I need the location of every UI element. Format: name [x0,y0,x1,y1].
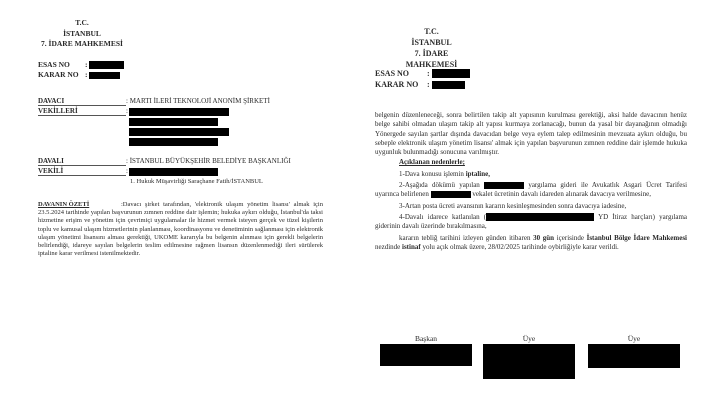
redacted-karar-no [89,72,120,79]
vekilleri-label: VEKİLLERİ [38,107,126,116]
header-court: 7. İDARE MAHKEMESİ [41,39,123,48]
davaci-value: : MARTI İLERİ TEKNOLOJİ ANONİM ŞİRKETİ [126,97,270,105]
vekili-address: 1. Hukuk Müşavirliği Saraçhane Fatih/İSTANBUL [130,178,263,185]
case-numbers: ESAS NO : KARAR NO : [38,60,124,80]
redacted-lawyer-4 [129,138,218,146]
header-tc: T.C. [424,27,439,36]
redacted-amount-1 [484,182,524,189]
signature-title: Üye [627,334,641,343]
reasoning-paragraph: belgenin düzenleneceği, sonra belirtilen takip alt yapısının kurulması gerektiği, aksi halde davacının henüz belge sahibi olmadan ulaşım takip alt yapısı kurmaya zorlanacağı, bunun da yasal bir dayanağının olmadığı Yönergede sayılan şartlar dışında davacıdan belge veya eylem talep edilmesinin mevzuata aykırı olduğu, bu sebeple elektronik ulaşım yönetim lisansı' almak için yapılan başvurunun zımnen reddine dair işlemde hukuka uygunluk bulunmadığı sonucuna varılmıştır. [375,111,687,157]
summary-text: :Davacı şirket tarafından, 'elektronik ulaşım yönetim lisansı' almak için 23.5.2024 tarihinde yapılan başvurunun zımnen reddine dair işlemin; hukuka aykırı olduğu, İstanbul'da taksi hizmetine erişim ve yönetim için çevrimiçi uygulamalar ile hizmet vermek isteyen gerçek ve tüzel kişilerin toplu ve kamusal ulaşım hizmetlerinin planlanması, koordinasyonu ve denetiminin sağlanması için elektronik ulaşım yönetimi lisansını alması gerektiği, UKOME kararıyla bu belgenin alınması için gerekli belgelerin belirlendiği, idareye sayılan belgelerin teslim edilmesine rağmen lisansın düzenlenmediği ileri sürülerek iptaline karar verilmesi istenilmektedir. [38,201,323,258]
signature-member-2 [588,334,680,370]
signature-member-1 [483,334,575,381]
header-court: 7. İDARE MAHKEMESİ [405,49,458,69]
header-city: İSTANBUL [411,38,452,47]
signature-title: Üye [522,334,536,343]
karar-no-label: KARAR NO [375,80,419,89]
davali-value: : İSTANBUL BÜYÜKŞEHİR BELEDİYE BAŞKANLIĞI [126,157,291,165]
esas-no-label: ESAS NO [375,69,410,78]
case-numbers: ESAS NO : KARAR NO : [375,68,470,90]
final-ruling: kararın tebliğ tarihini izleyen günden itibaren 30 gün içerisinde İstanbul Bölge İdare Mahkemesi nezdinde istinaf yolu açık olmak üzere, 28/02/2025 tarihinde oybirliğiyle karar verildi. [375,233,687,251]
document-page-1: T.C. İSTANBUL 7. İDARE MAHKEMESİ ESAS NO : KARAR NO : DAVACI : MARTI İLERİ TEKNOLOJİ ANONİM ŞİRKETİ VEKİLLERİ : DAVALI : İSTANBUL BÜYÜKŞEHİR BELEDİYE BAŞKANLIĞI VEKİLİ : 1. Hukuk Müşavirliği Saraçhane Fatih/İSTANBUL DAVANIN ÖZETİ :Davacı şirket tarafından, 'elektronik ulaşım yönetim lisansı' almak için 23.5.2024 tarihinde yapılan başvurunun zımnen reddine dair işlemin; hukuka aykırı olduğu, İstanbul'da taksi hizmetine erişim ve yönetim için çevrimiçi uygulamalar ile hizmet vermek isteyen gerçek ve tüzel kişilerin toplu ve kamusal ulaşım hizmetlerinin planlanması, koordinasyonu ve denetiminin sağlanması için elektronik ulaşım yönetimi lisansını alması gerektiği, UKOME kararıyla bu belgenin alınması için gerekli belgelerin belirlendiği, idareye sayılan belgelerin teslim edilmesine rağmen lisansın düzenlenmediği ileri sürülerek iptaline karar verilmesi istenilmektedir. [38,18,323,258]
case-summary [38,201,323,258]
redacted-signature [588,344,680,368]
esas-no-label: ESAS NO [38,60,70,69]
signature-president [380,334,472,368]
decision-body [375,111,687,252]
davaci-label: DAVACI [38,97,126,106]
redacted-amount-2 [431,191,471,198]
ruling-item-2: 2-Aşağıda dökümü yapılan yargılama gideri ile Avukatlık Asgari Ücret Tarifesi uyarınca belirlenen vekalet ücretinin davalı idareden alınarak davacıya verilmesine, [375,181,688,199]
reasons-heading: Açıklanan nedenlerle; [399,158,465,167]
ruling-item-4: 4-Davalı idarece katlanılan ( YD İtiraz harçları) yargılama giderinin davalı üzerinde bırakılmasına, [375,212,688,231]
redacted-esas-no [432,69,470,78]
ruling-item-3: 3-Artan posta ücreti avansının kararın kesinleşmesinden sonra davacıya iadesine, [399,201,627,210]
document-page-2 [364,0,728,410]
karar-no-label: KARAR NO [38,70,79,79]
redacted-signature [483,344,575,379]
vekili-label: VEKİLİ [38,167,126,176]
redacted-lawyer-1 [129,108,229,116]
redacted-lawyer-2 [129,118,218,126]
court-header [389,26,474,70]
davali-label: DAVALI [38,157,126,166]
court-header [37,18,127,50]
redacted-defendant-lawyer [129,168,218,176]
redacted-signature [380,344,472,366]
redacted-lawyer-3 [129,128,229,136]
ruling-item-1: 1-Dava konusu işlemin iptaline, [399,169,490,178]
header-city: İSTANBUL [63,28,101,38]
signature-title: Başkan [414,334,438,343]
redacted-karar-no [432,81,465,89]
redacted-esas-no [89,61,124,69]
redacted-fees [486,213,594,221]
header-tc: T.C. [75,18,89,27]
summary-label: DAVANIN ÖZETİ [38,201,90,208]
